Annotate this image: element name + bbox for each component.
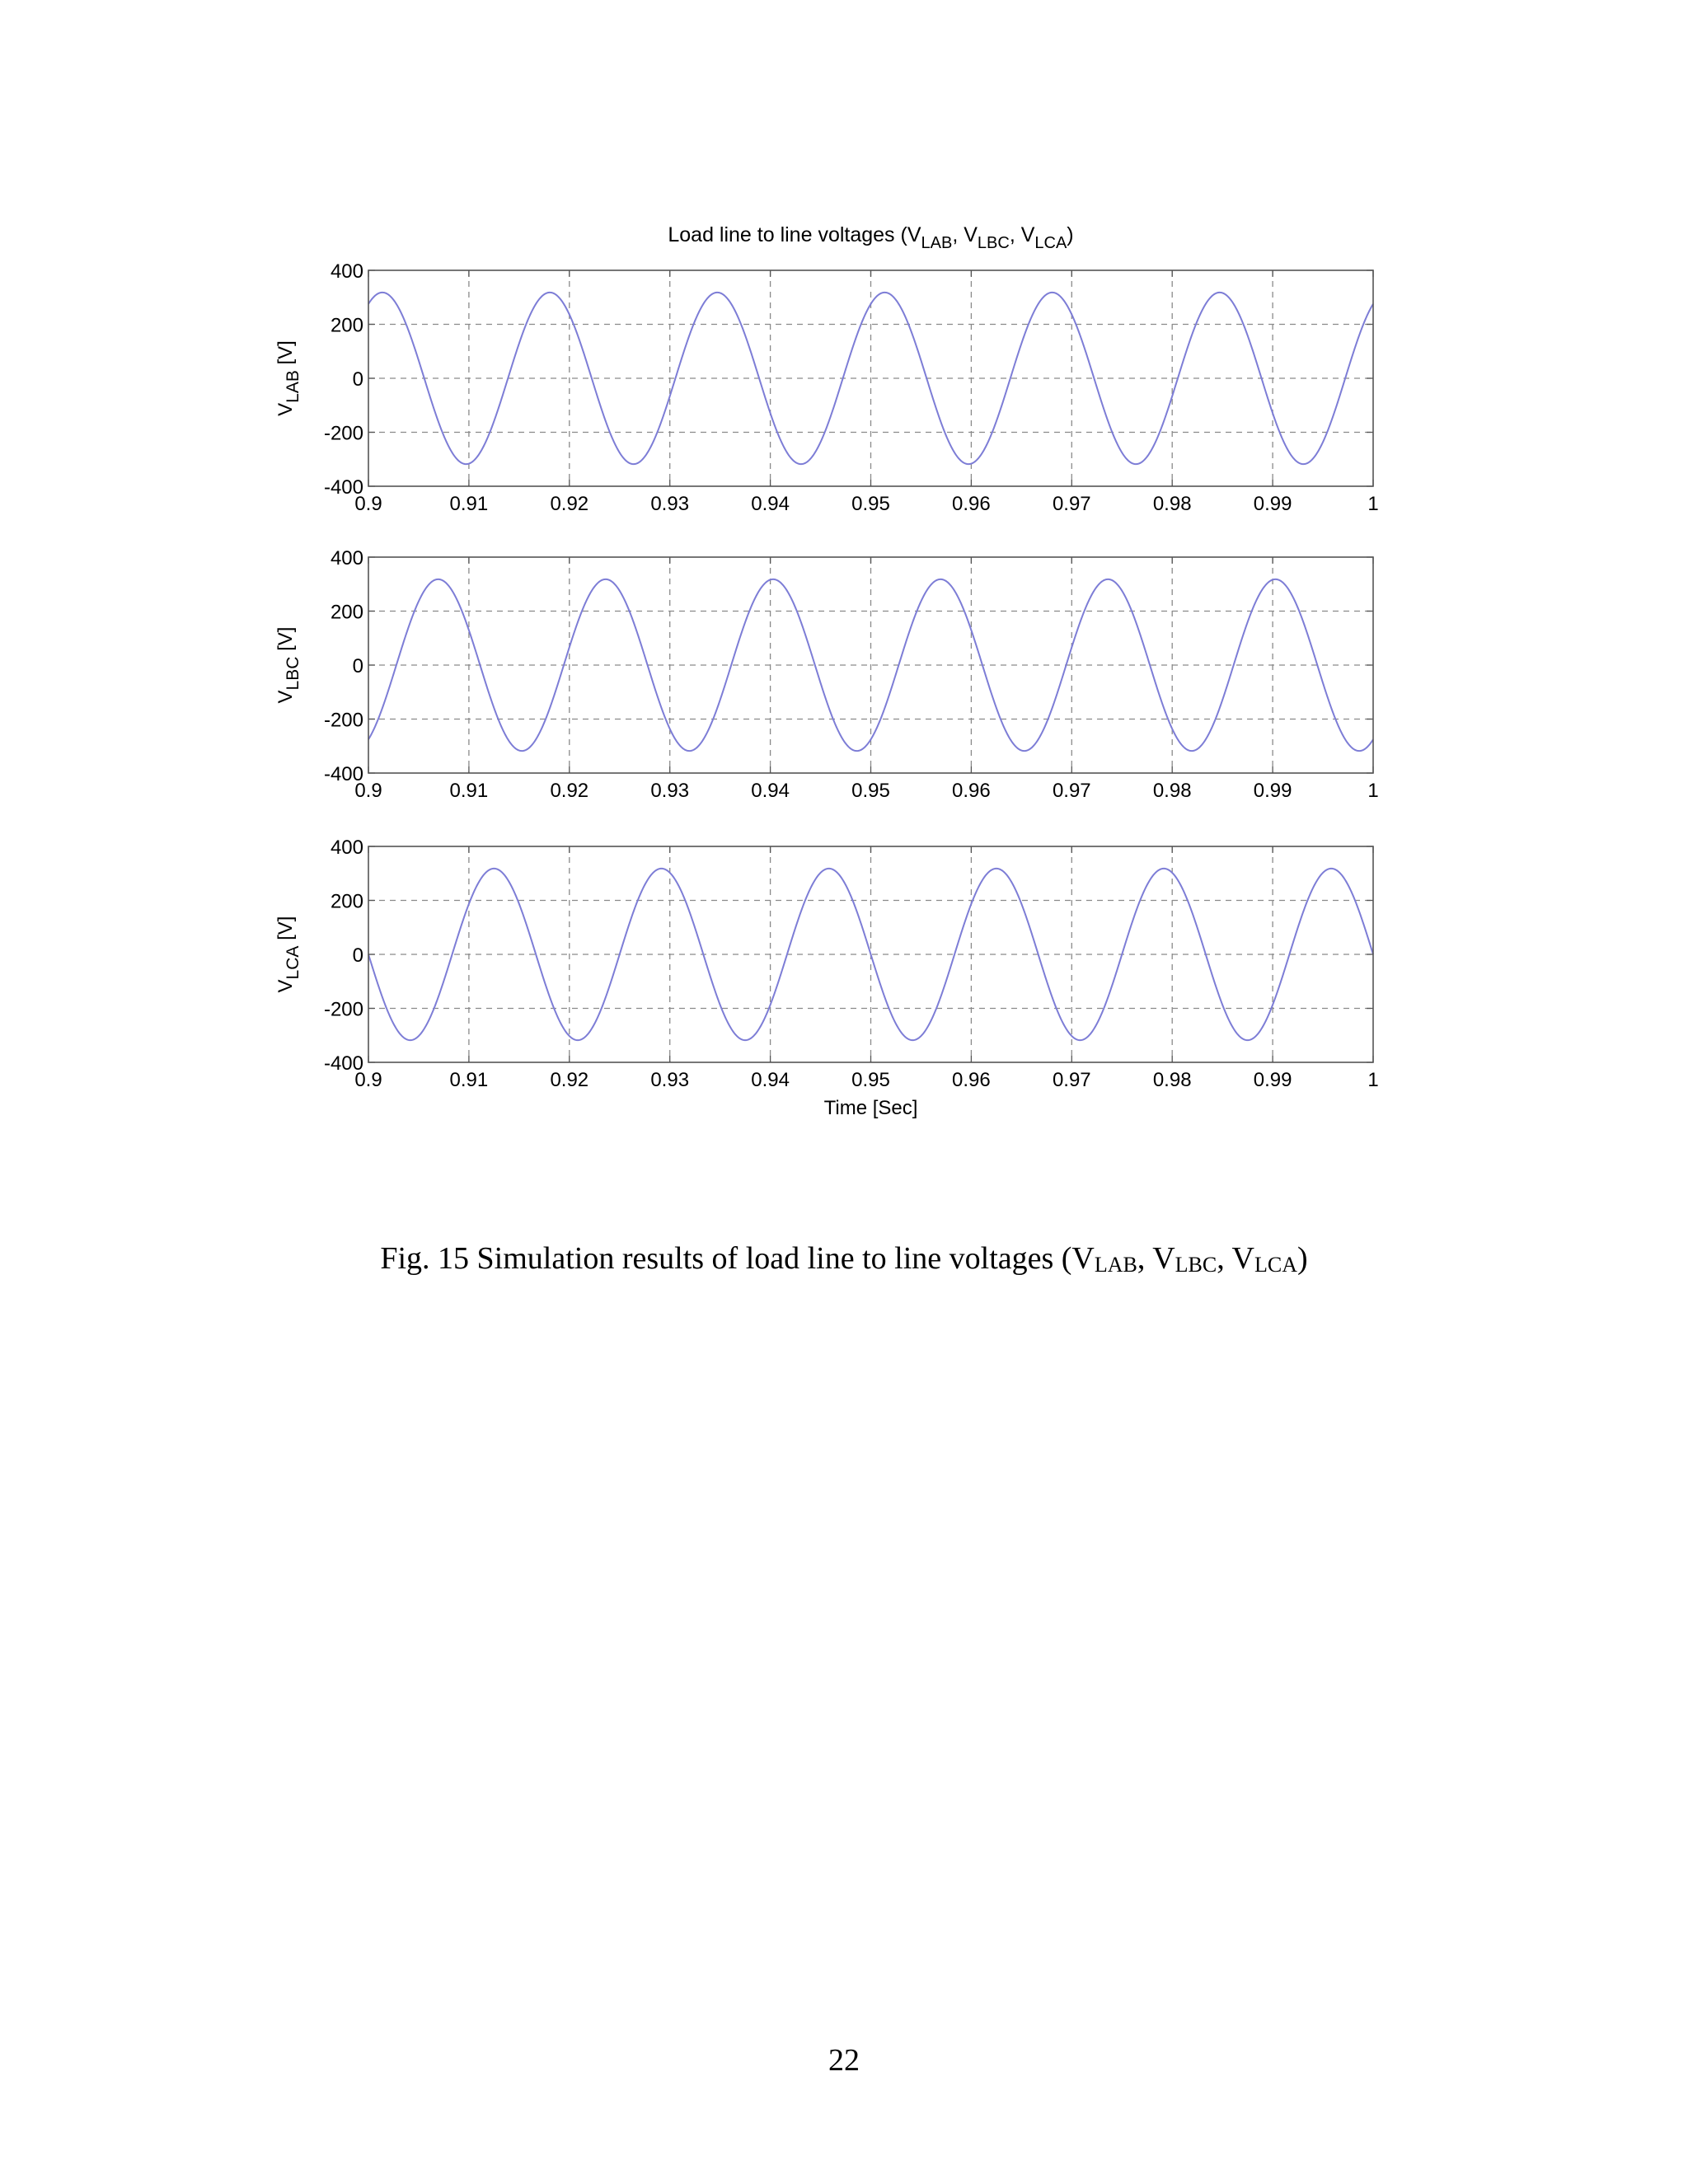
x-tick-label-2-0: 0.9 — [354, 780, 382, 802]
title-sub-lca: LCA — [1034, 234, 1067, 252]
y-tick-label-3-3: -200 — [323, 998, 363, 1021]
y-axis-label-1 — [274, 340, 302, 416]
x-tick-label-1-5: 0.95 — [851, 493, 890, 515]
x-tick-label-3-5: 0.95 — [851, 1069, 890, 1091]
y-tick-label-2-1: 200 — [330, 601, 363, 624]
y-tick-label-1-3: -200 — [323, 422, 363, 445]
y-label-unit-3: [V] — [274, 916, 297, 946]
y-label-unit-1: [V] — [274, 340, 297, 371]
caption-sep-2: , V — [1217, 1241, 1254, 1276]
y-label-main-3: V — [274, 979, 297, 993]
x-tick-label-1-10: 1 — [1367, 493, 1379, 515]
x-tick-label-3-10: 1 — [1367, 1069, 1379, 1091]
title-prefix: Load line to line voltages (V — [668, 223, 921, 246]
caption-sub-lab: LAB — [1094, 1253, 1137, 1277]
x-tick-label-1-2: 0.92 — [550, 493, 589, 515]
x-tick-label-3-9: 0.99 — [1253, 1069, 1292, 1091]
y-label-main-1: V — [274, 402, 297, 416]
y-tick-label-1-4: -400 — [323, 476, 363, 499]
page-number: 22 — [828, 2043, 860, 2078]
x-tick-label-2-3: 0.93 — [650, 780, 690, 802]
x-tick-label-2-2: 0.92 — [550, 780, 589, 802]
x-tick-label-3-0: 0.9 — [354, 1069, 382, 1091]
y-label-sub-1: LAB — [284, 370, 302, 403]
title-sep-2: , V — [1009, 223, 1035, 246]
x-tick-label-1-1: 0.91 — [449, 493, 489, 515]
y-tick-label-2-3: -200 — [323, 709, 363, 732]
x-tick-label-1-3: 0.93 — [650, 493, 690, 515]
y-tick-label-1-1: 200 — [330, 314, 363, 337]
y-label-sub-3: LCA — [284, 945, 302, 980]
y-tick-label-3-2: 0 — [352, 944, 363, 967]
x-tick-label-3-6: 0.96 — [952, 1069, 991, 1091]
figure-caption — [0, 1240, 1688, 1277]
x-tick-label-2-6: 0.96 — [952, 780, 991, 802]
title-sub-lab: LAB — [921, 234, 953, 252]
x-tick-label-3-4: 0.94 — [751, 1069, 790, 1091]
y-tick-label-2-4: -400 — [323, 763, 363, 785]
chart-title — [668, 223, 1073, 252]
x-tick-label-1-9: 0.99 — [1253, 493, 1292, 515]
y-tick-label-1-2: 0 — [352, 368, 363, 391]
x-tick-label-1-0: 0.9 — [354, 493, 382, 515]
caption-prefix: Fig. 15 Simulation results of load line to line voltages (V — [380, 1241, 1095, 1276]
x-tick-label-2-9: 0.99 — [1253, 780, 1292, 802]
x-tick-label-2-8: 0.98 — [1152, 780, 1192, 802]
x-tick-label-3-1: 0.91 — [449, 1069, 489, 1091]
y-tick-label-3-4: -400 — [323, 1052, 363, 1075]
x-tick-label-3-7: 0.97 — [1052, 1069, 1091, 1091]
x-tick-label-1-8: 0.98 — [1152, 493, 1192, 515]
x-axis-label-3: Time [Sec] — [823, 1097, 918, 1119]
x-tick-label-2-5: 0.95 — [851, 780, 890, 802]
y-tick-label-1-0: 400 — [330, 260, 363, 283]
y-label-unit-2: [V] — [274, 626, 297, 657]
caption-suffix: ) — [1296, 1241, 1308, 1276]
caption-sep-1: , V — [1137, 1241, 1175, 1276]
y-tick-label-2-0: 400 — [330, 547, 363, 569]
y-tick-label-3-0: 400 — [330, 837, 363, 859]
x-tick-label-3-2: 0.92 — [550, 1069, 589, 1091]
y-tick-label-2-2: 0 — [352, 655, 363, 677]
y-axis-label-3 — [274, 916, 302, 993]
x-tick-label-3-8: 0.98 — [1152, 1069, 1192, 1091]
caption-sub-lca: LCA — [1254, 1253, 1297, 1277]
y-tick-label-3-1: 200 — [330, 890, 363, 913]
x-tick-label-3-3: 0.93 — [650, 1069, 690, 1091]
caption-sub-lbc: LBC — [1175, 1253, 1217, 1277]
x-tick-label-2-10: 1 — [1367, 780, 1379, 802]
y-label-sub-2: LBC — [284, 656, 302, 691]
x-tick-label-2-4: 0.94 — [751, 780, 790, 802]
title-sep-1: , V — [952, 223, 978, 246]
x-tick-label-1-7: 0.97 — [1052, 493, 1091, 515]
title-sub-lbc: LBC — [977, 234, 1010, 252]
x-tick-label-2-7: 0.97 — [1052, 780, 1091, 802]
y-label-main-2: V — [274, 690, 297, 704]
x-tick-label-2-1: 0.91 — [449, 780, 489, 802]
x-tick-label-1-6: 0.96 — [952, 493, 991, 515]
y-axis-label-2 — [274, 627, 302, 704]
x-tick-label-1-4: 0.94 — [751, 493, 790, 515]
title-suffix: ) — [1067, 223, 1074, 246]
